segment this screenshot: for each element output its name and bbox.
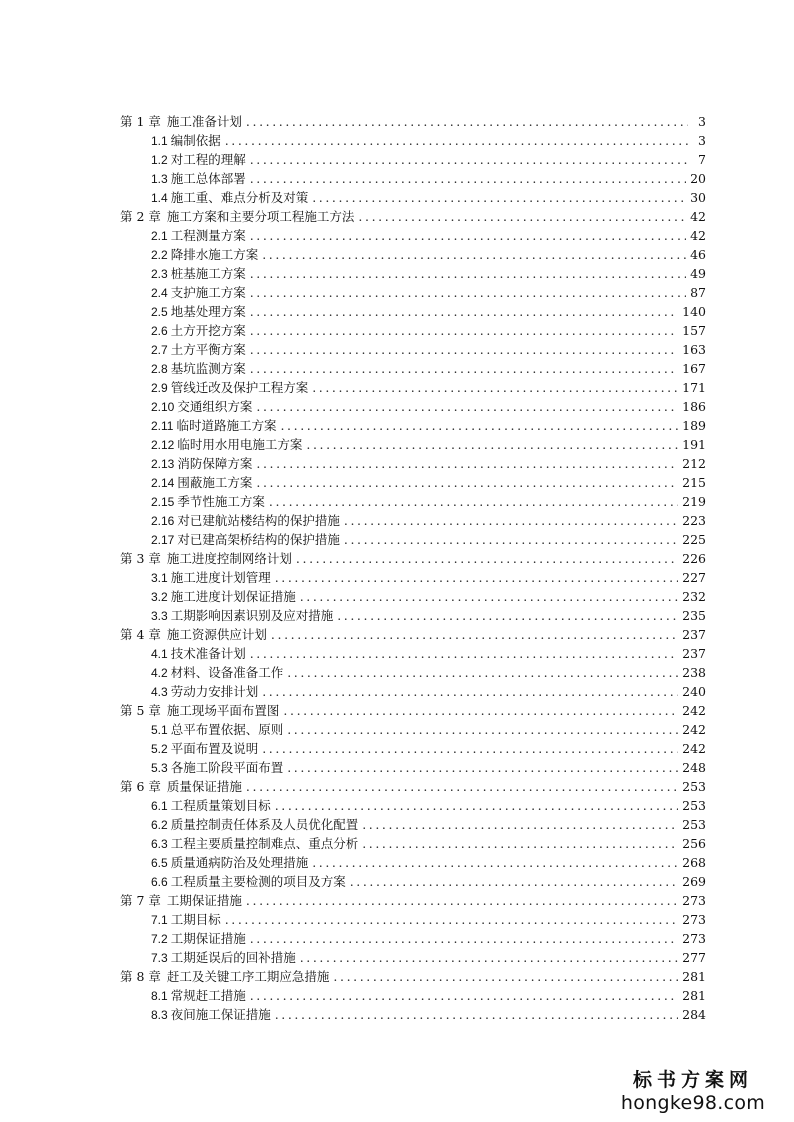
toc-entry-number: 5.2 <box>151 742 168 756</box>
toc-entry-page-number: 273 <box>682 893 706 908</box>
toc-entry-number: 7.3 <box>151 951 168 965</box>
toc-entry-number: 2.13 <box>151 457 175 471</box>
toc-entry-title: 支护施工方案 <box>170 285 246 300</box>
toc-section-entry[interactable] <box>0 796 794 815</box>
toc-entry-page-number: 268 <box>682 855 706 870</box>
toc-dot-leader <box>271 625 678 644</box>
watermark-logo <box>608 1068 778 1114</box>
toc-entry-number: 3.1 <box>151 571 168 585</box>
toc-entry-number: 第 7 章 <box>120 893 161 908</box>
toc-entry-title: 地基处理方案 <box>170 304 246 319</box>
watermark-url: hongke98.com <box>620 1092 766 1114</box>
toc-entry-title: 工期保证措施 <box>166 893 242 908</box>
toc-entry-page-number: 186 <box>682 399 706 414</box>
toc-section-entry[interactable] <box>0 587 794 606</box>
toc-entry-number: 2.15 <box>151 495 175 509</box>
toc-entry-page-number: 163 <box>682 342 706 357</box>
toc-entry-number: 2.2 <box>151 248 168 262</box>
toc-section-entry[interactable] <box>0 872 794 891</box>
toc-dot-leader <box>246 112 688 131</box>
toc-entry-number: 3.2 <box>151 590 168 604</box>
toc-dot-leader <box>296 549 678 568</box>
toc-section-entry[interactable] <box>0 929 794 948</box>
toc-dot-leader <box>362 815 678 834</box>
toc-entry-page-number: 87 <box>690 285 706 300</box>
toc-entry-number: 2.3 <box>151 267 168 281</box>
toc-entry-number: 2.7 <box>151 343 168 357</box>
toc-dot-leader <box>250 644 678 663</box>
toc-entry-page-number: 225 <box>682 532 706 547</box>
toc-section-entry[interactable] <box>0 606 794 625</box>
toc-dot-leader <box>250 321 678 340</box>
toc-entry-title: 技术准备计划 <box>170 646 246 661</box>
toc-entry-title: 季节性施工方案 <box>177 494 265 509</box>
toc-entry-title: 工期目标 <box>170 912 221 927</box>
toc-dot-leader <box>287 758 678 777</box>
toc-dot-leader <box>300 948 678 967</box>
toc-entry-title: 工程质量主要检测的项目及方案 <box>170 874 346 889</box>
toc-chapter-entry[interactable] <box>0 625 794 644</box>
toc-section-entry[interactable] <box>0 834 794 853</box>
toc-entry-number: 7.1 <box>151 913 168 927</box>
toc-entry-title: 工程质量策划目标 <box>170 798 271 813</box>
toc-section-entry[interactable] <box>0 378 794 397</box>
toc-entry-title: 桩基施工方案 <box>170 266 246 281</box>
toc-section-entry[interactable] <box>0 473 794 492</box>
toc-entry-title: 编制依据 <box>170 133 221 148</box>
toc-entry-title: 施工重、难点分析及对策 <box>170 190 309 205</box>
toc-entry-page-number: 46 <box>690 247 706 262</box>
toc-entry-number: 6.1 <box>151 799 168 813</box>
toc-entry-number: 7.2 <box>151 932 168 946</box>
toc-dot-leader <box>250 986 678 1005</box>
toc-entry-title: 材料、设备准备工作 <box>170 665 284 680</box>
toc-chapter-entry[interactable] <box>0 967 794 986</box>
toc-section-entry[interactable] <box>0 568 794 587</box>
toc-entry-number: 2.5 <box>151 305 168 319</box>
toc-entry-number: 2.11 <box>151 419 174 433</box>
toc-entry-page-number: 3 <box>698 114 706 129</box>
toc-section-entry[interactable] <box>0 986 794 1005</box>
toc-entry-title: 夜间施工保证措施 <box>170 1007 271 1022</box>
toc-dot-leader <box>250 169 686 188</box>
toc-dot-leader <box>250 264 686 283</box>
toc-entry-title: 施工总体部署 <box>170 171 246 186</box>
toc-dot-leader <box>262 739 678 758</box>
toc-entry-page-number: 253 <box>682 798 706 813</box>
toc-entry-title: 土方开挖方案 <box>170 323 246 338</box>
toc-section-entry[interactable] <box>0 340 794 359</box>
toc-dot-leader <box>246 777 678 796</box>
toc-dot-leader <box>246 891 678 910</box>
toc-dot-leader <box>275 796 678 815</box>
toc-section-entry[interactable] <box>0 245 794 264</box>
toc-section-entry[interactable] <box>0 397 794 416</box>
toc-entry-number: 5.3 <box>151 761 168 775</box>
toc-section-entry[interactable] <box>0 1005 794 1024</box>
toc-entry-page-number: 167 <box>682 361 706 376</box>
toc-section-entry[interactable] <box>0 739 794 758</box>
toc-entry-page-number: 232 <box>682 589 706 604</box>
toc-entry-title: 对工程的理解 <box>170 152 246 167</box>
toc-entry-page-number: 277 <box>682 950 706 965</box>
toc-dot-leader <box>280 416 678 435</box>
toc-dot-leader <box>362 834 678 853</box>
toc-section-entry[interactable] <box>0 150 794 169</box>
toc-entry-page-number: 281 <box>682 969 706 984</box>
toc-entry-title: 施工进度计划保证措施 <box>170 589 296 604</box>
toc-entry-page-number: 227 <box>682 570 706 585</box>
toc-entry-page-number: 157 <box>682 323 706 338</box>
toc-entry-page-number: 223 <box>682 513 706 528</box>
toc-entry-number: 1.1 <box>151 134 168 148</box>
toc-entry-page-number: 237 <box>682 646 706 661</box>
toc-entry-title: 围蔽施工方案 <box>177 475 253 490</box>
toc-entry-title: 管线迁改及保护工程方案 <box>170 380 309 395</box>
toc-entry-page-number: 215 <box>682 475 706 490</box>
toc-entry-page-number: 191 <box>682 437 706 452</box>
toc-dot-leader <box>262 682 678 701</box>
toc-dot-leader <box>306 435 678 454</box>
toc-entry-number: 2.6 <box>151 324 168 338</box>
toc-entry-title: 对已建航站楼结构的保护措施 <box>177 513 340 528</box>
toc-chapter-entry[interactable] <box>0 549 794 568</box>
toc-entry-title: 各施工阶段平面布置 <box>170 760 284 775</box>
toc-dot-leader <box>256 454 678 473</box>
toc-chapter-entry[interactable] <box>0 777 794 796</box>
toc-entry-number: 4.3 <box>151 685 168 699</box>
toc-entry-title: 质量控制责任体系及人员优化配置 <box>170 817 359 832</box>
toc-entry-number: 4.1 <box>151 647 168 661</box>
toc-entry-page-number: 253 <box>682 779 706 794</box>
watermark-site-name: 标书方案网 <box>632 1069 753 1091</box>
toc-section-entry[interactable] <box>0 283 794 302</box>
toc-entry-page-number: 171 <box>682 380 706 395</box>
toc-entry-title: 劳动力安排计划 <box>170 684 259 699</box>
toc-entry-title: 工期影响因素识别及应对措施 <box>170 608 334 623</box>
toc-section-entry[interactable] <box>0 416 794 435</box>
toc-entry-title: 施工现场平面布置图 <box>166 703 280 718</box>
toc-section-entry[interactable] <box>0 758 794 777</box>
toc-entry-number: 8.3 <box>151 1008 168 1022</box>
toc-entry-page-number: 226 <box>682 551 706 566</box>
toc-dot-leader <box>262 245 686 264</box>
toc-dot-leader <box>250 302 678 321</box>
toc-entry-number: 第 4 章 <box>120 627 161 642</box>
toc-entry-page-number: 238 <box>682 665 706 680</box>
toc-entry-page-number: 253 <box>682 817 706 832</box>
toc-dot-leader <box>312 853 678 872</box>
toc-section-entry[interactable] <box>0 435 794 454</box>
toc-entry-number: 1.3 <box>151 172 168 186</box>
toc-chapter-entry[interactable] <box>0 207 794 226</box>
toc-entry-number: 2.9 <box>151 381 168 395</box>
toc-entry-page-number: 248 <box>682 760 706 775</box>
toc-entry-title: 消防保障方案 <box>177 456 253 471</box>
toc-entry-title: 降排水施工方案 <box>170 247 259 262</box>
toc-entry-page-number: 237 <box>682 627 706 642</box>
toc-entry-page-number: 212 <box>682 456 706 471</box>
toc-dot-leader <box>333 967 678 986</box>
toc-entry-page-number: 3 <box>698 133 706 148</box>
toc-dot-leader <box>250 150 688 169</box>
toc-section-entry[interactable] <box>0 530 794 549</box>
toc-entry-title: 施工进度控制网络计划 <box>166 551 292 566</box>
toc-entry-title: 对已建高架桥结构的保护措施 <box>177 532 340 547</box>
toc-section-entry[interactable] <box>0 454 794 473</box>
toc-entry-page-number: 273 <box>682 931 706 946</box>
toc-entry-number: 2.8 <box>151 362 168 376</box>
toc-section-entry[interactable] <box>0 492 794 511</box>
toc-dot-leader <box>250 226 686 245</box>
toc-entry-number: 3.3 <box>151 609 168 623</box>
toc-entry-page-number: 235 <box>682 608 706 623</box>
toc-chapter-entry[interactable] <box>0 701 794 720</box>
toc-entry-number: 1.2 <box>151 153 168 167</box>
toc-entry-title: 施工资源供应计划 <box>166 627 267 642</box>
toc-entry-title: 质量通病防治及处理措施 <box>170 855 309 870</box>
toc-entry-number: 第 2 章 <box>120 209 161 224</box>
toc-entry-page-number: 269 <box>682 874 706 889</box>
toc-entry-title: 赶工及关键工序工期应急措施 <box>166 969 330 984</box>
toc-dot-leader <box>269 492 678 511</box>
toc-dot-leader <box>344 511 678 530</box>
toc-entry-number: 第 5 章 <box>120 703 161 718</box>
toc-entry-title: 常规赶工措施 <box>170 988 246 1003</box>
toc-entry-title: 工程主要质量控制难点、重点分析 <box>170 836 359 851</box>
toc-dot-leader <box>283 701 678 720</box>
toc-entry-number: 2.12 <box>151 438 175 452</box>
toc-entry-title: 总平布置依据、原则 <box>170 722 284 737</box>
toc-section-entry[interactable] <box>0 644 794 663</box>
toc-entry-title: 平面布置及说明 <box>170 741 259 756</box>
toc-section-entry[interactable] <box>0 188 794 207</box>
toc-section-entry[interactable] <box>0 131 794 150</box>
toc-entry-page-number: 49 <box>690 266 706 281</box>
toc-entry-number: 2.1 <box>151 229 168 243</box>
toc-section-entry[interactable] <box>0 682 794 701</box>
toc-section-entry[interactable] <box>0 321 794 340</box>
toc-dot-leader <box>300 587 678 606</box>
toc-section-entry[interactable] <box>0 948 794 967</box>
toc-entry-page-number: 189 <box>682 418 706 433</box>
toc-entry-number: 第 8 章 <box>120 969 161 984</box>
toc-entry-title: 工期保证措施 <box>170 931 246 946</box>
toc-entry-page-number: 242 <box>682 722 706 737</box>
toc-entry-title: 临时道路施工方案 <box>176 418 277 433</box>
toc-section-entry[interactable] <box>0 359 794 378</box>
toc-chapter-entry[interactable] <box>0 112 794 131</box>
toc-entry-page-number: 256 <box>682 836 706 851</box>
toc-dot-leader <box>287 720 678 739</box>
toc-entry-number: 4.2 <box>151 666 168 680</box>
toc-section-entry[interactable] <box>0 720 794 739</box>
toc-entry-number: 6.5 <box>151 856 168 870</box>
toc-entry-number: 第 1 章 <box>120 114 161 129</box>
toc-section-entry[interactable] <box>0 910 794 929</box>
toc-entry-title: 施工方案和主要分项工程施工方法 <box>166 209 355 224</box>
toc-entry-number: 6.3 <box>151 837 168 851</box>
toc-entry-title: 施工进度计划管理 <box>170 570 271 585</box>
toc-section-entry[interactable] <box>0 663 794 682</box>
toc-entry-number: 第 6 章 <box>120 779 161 794</box>
toc-dot-leader <box>337 606 678 625</box>
toc-dot-leader <box>344 530 678 549</box>
toc-dot-leader <box>287 663 678 682</box>
toc-entry-page-number: 30 <box>690 190 706 205</box>
toc-dot-leader <box>256 473 678 492</box>
toc-entry-title: 基坑监测方案 <box>170 361 246 376</box>
toc-entry-title: 质量保证措施 <box>166 779 242 794</box>
toc-dot-leader <box>225 131 688 150</box>
toc-entry-title: 土方平衡方案 <box>170 342 246 357</box>
toc-entry-number: 5.1 <box>151 723 168 737</box>
toc-section-entry[interactable] <box>0 226 794 245</box>
toc-dot-leader <box>275 1005 678 1024</box>
toc-entry-page-number: 242 <box>682 703 706 718</box>
toc-entry-number: 6.6 <box>151 875 168 889</box>
toc-section-entry[interactable] <box>0 264 794 283</box>
toc-entry-number: 2.17 <box>151 533 175 547</box>
toc-section-entry[interactable] <box>0 511 794 530</box>
toc-dot-leader <box>250 359 678 378</box>
toc-entry-number: 1.4 <box>151 191 168 205</box>
table-of-contents <box>0 112 794 1024</box>
toc-entry-title: 交通组织方案 <box>177 399 253 414</box>
toc-dot-leader <box>358 207 686 226</box>
toc-entry-page-number: 242 <box>682 741 706 756</box>
toc-dot-leader <box>312 378 678 397</box>
toc-entry-page-number: 219 <box>682 494 706 509</box>
toc-entry-number: 2.16 <box>151 514 175 528</box>
toc-dot-leader <box>275 568 678 587</box>
toc-dot-leader <box>250 283 686 302</box>
toc-entry-page-number: 284 <box>682 1007 706 1022</box>
toc-dot-leader <box>250 929 678 948</box>
toc-dot-leader <box>250 340 678 359</box>
toc-entry-number: 2.4 <box>151 286 168 300</box>
toc-entry-page-number: 273 <box>682 912 706 927</box>
toc-entry-page-number: 7 <box>698 152 706 167</box>
toc-section-entry[interactable] <box>0 815 794 834</box>
toc-entry-title: 临时用水用电施工方案 <box>177 437 303 452</box>
toc-entry-title: 工程测量方案 <box>170 228 246 243</box>
toc-entry-page-number: 20 <box>690 171 706 186</box>
toc-entry-title: 施工准备计划 <box>166 114 242 129</box>
toc-section-entry[interactable] <box>0 853 794 872</box>
toc-entry-page-number: 42 <box>690 209 706 224</box>
toc-dot-leader <box>312 188 686 207</box>
toc-dot-leader <box>350 872 678 891</box>
toc-chapter-entry[interactable] <box>0 891 794 910</box>
toc-section-entry[interactable] <box>0 169 794 188</box>
toc-entry-number: 2.14 <box>151 476 175 490</box>
toc-entry-title: 工期延误后的回补措施 <box>170 950 296 965</box>
toc-section-entry[interactable] <box>0 302 794 321</box>
toc-entry-page-number: 140 <box>682 304 706 319</box>
toc-dot-leader <box>256 397 678 416</box>
toc-entry-page-number: 240 <box>682 684 706 699</box>
toc-entry-number: 第 3 章 <box>120 551 161 566</box>
toc-entry-page-number: 42 <box>690 228 706 243</box>
toc-entry-number: 2.10 <box>151 400 175 414</box>
toc-entry-number: 8.1 <box>151 989 168 1003</box>
toc-entry-number: 6.2 <box>151 818 168 832</box>
toc-dot-leader <box>225 910 678 929</box>
toc-entry-page-number: 281 <box>682 988 706 1003</box>
